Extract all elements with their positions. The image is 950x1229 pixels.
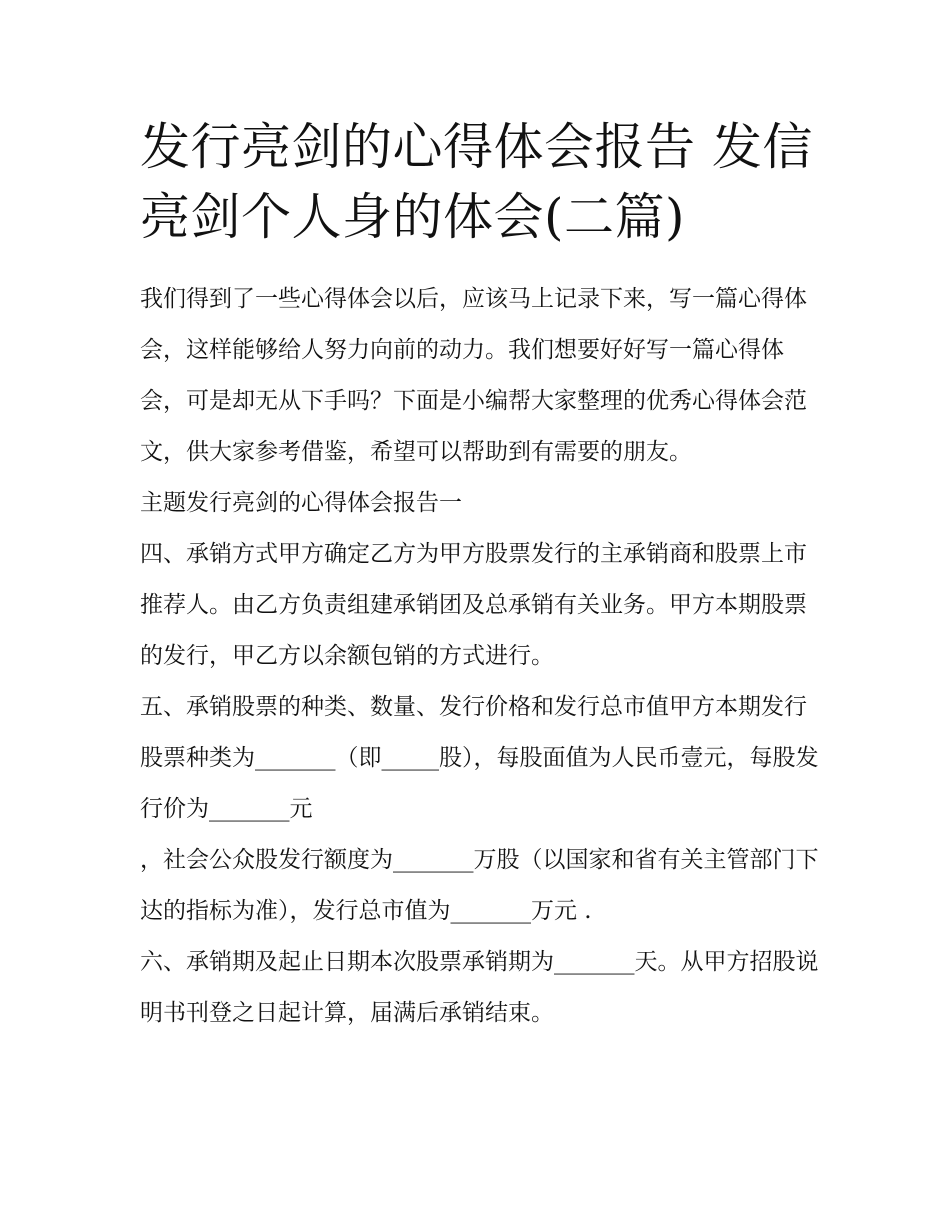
document-title: 发行亮剑的心得体会报告 发信亮剑个人身的体会(二篇) <box>140 118 813 246</box>
intro-paragraph: 我们得到了一些心得体会以后，应该马上记录下来，写一篇心得体会，这样能够给人努力向前的动力。我们想要好好写一篇心得体会，可是却无从下手吗？下面是小编帮大家整理的优秀心得体会范文，供大家参考借鉴，希望可以帮助到有需要的朋友。 <box>140 286 807 465</box>
document-page <box>140 112 820 1039</box>
clause-six-paragraph: 六、承销期及起止日期本次股票承销期为_______天。从甲方招股说明书刊登之日起计算，届满后承销结束。 <box>140 949 819 1026</box>
clause-four-paragraph: 四、承销方式甲方确定乙方为甲方股票发行的主承销商和股票上市推荐人。由乙方负责组建承销团及总承销有关业务。甲方本期股票的发行，甲乙方以余额包销的方式进行。 <box>140 541 807 669</box>
clause-five-continued-paragraph: ，社会公众股发行额度为_______万股（以国家和省有关主管部门下达的指标为准），发行总市值为_______万元 . <box>140 847 819 924</box>
clause-five-paragraph: 五、承销股票的种类、数量、发行价格和发行总市值甲方本期发行股票种类为_______（即_____股），每股面值为人民币壹元，每股发行价为_______元 <box>140 694 819 822</box>
section-heading: 主题发行亮剑的心得体会报告一 <box>140 490 462 516</box>
